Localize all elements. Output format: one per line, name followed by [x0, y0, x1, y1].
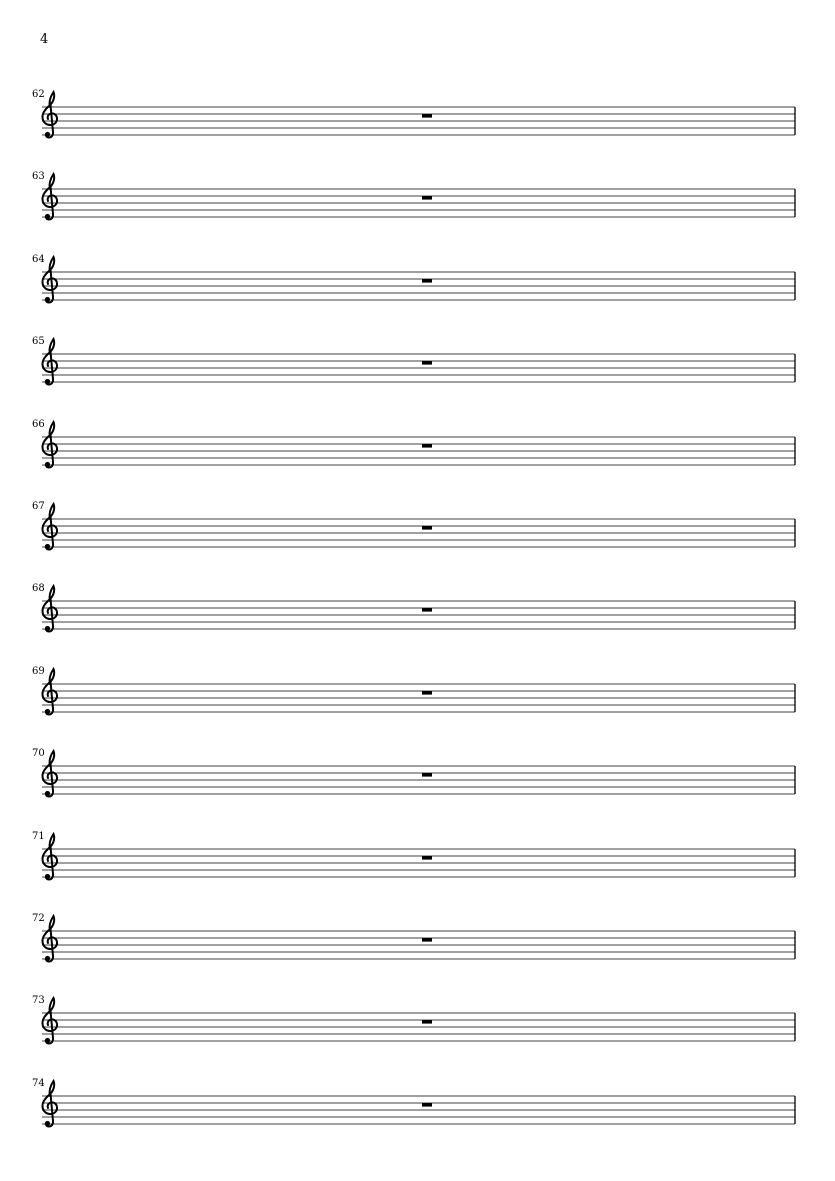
- staff-system: [0, 996, 835, 1056]
- staff: [0, 914, 835, 974]
- staff-system: [0, 584, 835, 644]
- staff: [0, 996, 835, 1056]
- whole-rest-icon: [422, 196, 432, 200]
- whole-rest-icon: [422, 856, 432, 860]
- staff: [0, 1079, 835, 1139]
- whole-rest-icon: [422, 114, 432, 118]
- whole-rest-icon: [422, 1020, 432, 1024]
- staff-system: [0, 1079, 835, 1139]
- whole-rest-icon: [422, 361, 432, 365]
- staff: [0, 832, 835, 892]
- whole-rest-icon: [422, 526, 432, 530]
- page-number: 4: [40, 32, 49, 47]
- staff-system: [0, 914, 835, 974]
- staff-system: [0, 255, 835, 315]
- measure-number: 74: [32, 1077, 45, 1089]
- measure-number: 68: [32, 583, 45, 595]
- staff-system: [0, 832, 835, 892]
- measure-number: 64: [32, 253, 45, 265]
- staff: [0, 584, 835, 644]
- measure-number: 70: [32, 748, 45, 760]
- measure-number: 71: [32, 830, 45, 842]
- measure-number: 62: [32, 89, 45, 100]
- staff: [0, 172, 835, 232]
- staff-system: [0, 172, 835, 232]
- measure-number: 66: [32, 418, 45, 430]
- measure-number: 73: [32, 995, 45, 1007]
- measure-number: 72: [32, 913, 45, 924]
- treble-clef-icon: [43, 174, 58, 220]
- staff: [0, 667, 835, 727]
- treble-clef-icon: [43, 504, 58, 550]
- staff: [0, 90, 835, 150]
- staff-system: [0, 90, 835, 150]
- treble-clef-icon: [43, 339, 58, 385]
- staff-system: [0, 337, 835, 397]
- whole-rest-icon: [422, 938, 432, 942]
- treble-clef-icon: [43, 92, 58, 138]
- treble-clef-icon: [43, 422, 58, 468]
- whole-rest-icon: [422, 1103, 432, 1107]
- treble-clef-icon: [43, 916, 58, 962]
- whole-rest-icon: [422, 773, 432, 777]
- treble-clef-icon: [43, 586, 58, 632]
- treble-clef-icon: [43, 669, 58, 715]
- staff: [0, 749, 835, 809]
- measure-number: 65: [32, 336, 45, 348]
- measure-number: 67: [32, 501, 45, 512]
- measure-number: 63: [32, 171, 45, 183]
- staff-system: [0, 667, 835, 727]
- whole-rest-icon: [422, 444, 432, 448]
- whole-rest-icon: [422, 608, 432, 612]
- staff: [0, 337, 835, 397]
- staff: [0, 255, 835, 315]
- staff-system: [0, 420, 835, 480]
- treble-clef-icon: [43, 834, 58, 880]
- whole-rest-icon: [422, 691, 432, 695]
- staff: [0, 502, 835, 562]
- measure-number: 69: [32, 665, 45, 677]
- staff-system: [0, 749, 835, 809]
- staff: [0, 420, 835, 480]
- staff-system: [0, 502, 835, 562]
- treble-clef-icon: [43, 998, 58, 1044]
- whole-rest-icon: [422, 279, 432, 283]
- treble-clef-icon: [43, 1081, 58, 1127]
- treble-clef-icon: [43, 751, 58, 797]
- treble-clef-icon: [43, 257, 58, 303]
